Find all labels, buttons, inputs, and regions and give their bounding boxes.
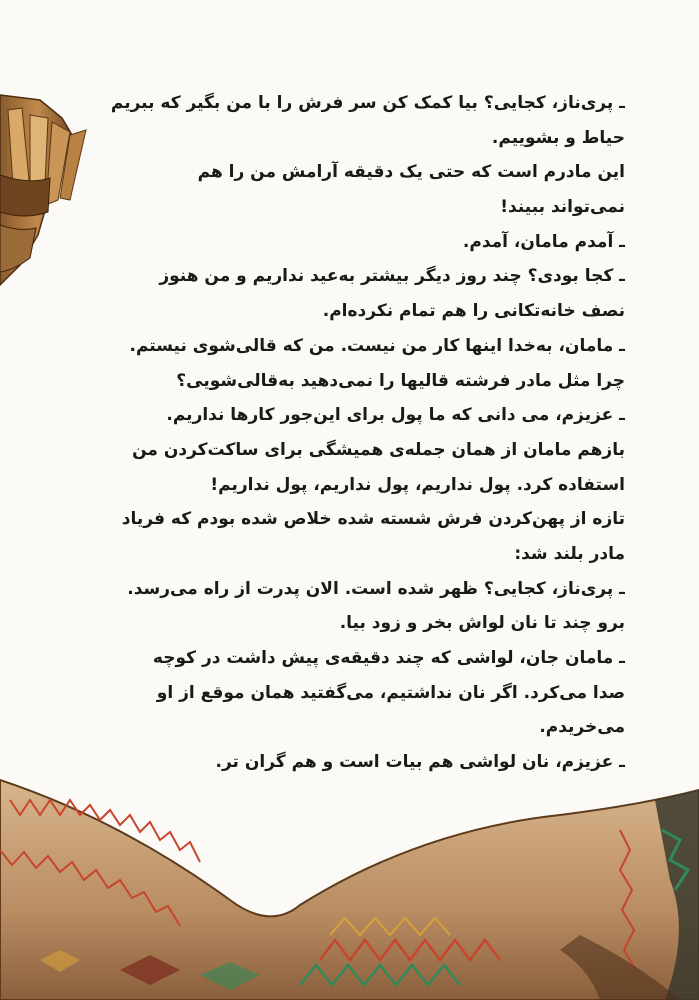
story-line: ـ عزیزم، نان لواشی هم بیات است و هم گران تر. — [215, 752, 625, 773]
story-line: نمی‌تواند ببیند! — [500, 197, 625, 218]
story-line: صدا می‌کرد. اگر نان نداشتیم، می‌گفتید همان موقع از او — [156, 682, 625, 703]
story-line: ـ مامان، به‌خدا اینها کار من نیست. من که قالی‌شوی نیستم. — [129, 335, 625, 356]
story-line: چرا مثل مادر فرشته قالیها را نمی‌دهید به‌قالی‌شویی؟ — [176, 370, 625, 391]
story-line: حیاط و بشوییم. — [491, 127, 625, 148]
story-line: می‌خریدم. — [539, 717, 625, 738]
story-line: بازهم مامان از همان جمله‌ی همیشگی برای ساکت‌کردن من — [132, 439, 625, 460]
story-line: نصف خانه‌تکانی را هم تمام نکرده‌ام. — [322, 301, 625, 322]
story-text — [95, 86, 625, 780]
story-line: ـ عزیزم، می دانی که ما پول برای این‌جور کارها نداریم. — [166, 405, 625, 426]
story-line: مادر بلند شد: — [514, 543, 625, 564]
story-line: ـ مامان جان، لواشی که چند دقیقه‌ی پیش داشت در کوچه — [152, 648, 625, 668]
story-line: برو چند تا نان لواش بخر و زود بیا. — [339, 613, 625, 634]
story-line: این مادرم است که حتی یک دقیقه آرامش من را هم — [197, 162, 625, 183]
story-line: ـ کجا بودی؟ چند روز دیگر بیشتر به‌عید نداریم و من هنوز — [159, 266, 625, 287]
broom-illustration — [0, 95, 86, 285]
rug-illustration — [0, 780, 699, 1000]
story-line: ـ پری‌ناز، کجایی؟ بیا کمک کن سر فرش را با من بگیر که ببریم — [110, 93, 625, 113]
story-line: استفاده کرد. پول نداریم، پول نداریم، پول نداریم! — [210, 474, 625, 495]
story-line: ـ آمدم مامان، آمدم. — [462, 231, 625, 252]
story-line: تازه از پهن‌کردن فرش شسته شده خلاص شده بودم که فریاد — [121, 509, 625, 530]
story-line: ـ پری‌ناز، کجایی؟ ظهر شده است. الان پدرت از راه می‌رسد. — [127, 578, 625, 599]
